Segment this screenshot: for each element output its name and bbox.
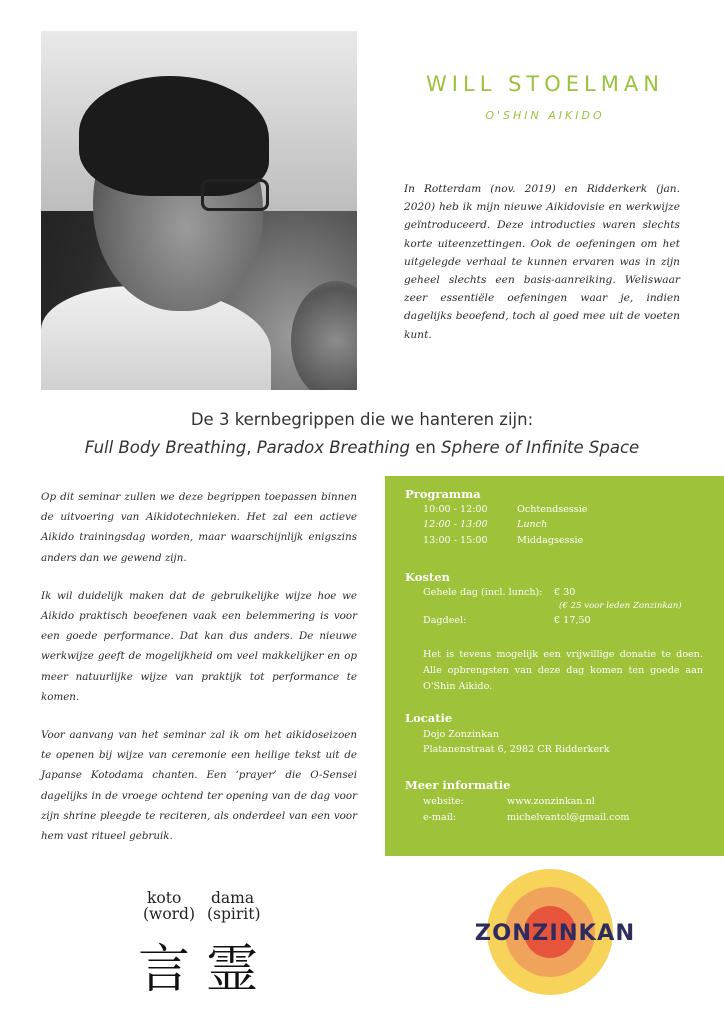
portrait-photo xyxy=(41,31,357,390)
location-name: Dojo Zonzinkan xyxy=(423,729,499,740)
donation-text: Het is tevens mogelijk een vrijwillige donatie te doen. Alle opbrengsten van deze dag komen ten goede aan O'Shin Aikido. xyxy=(423,649,703,692)
speaker-name: WILL STOELMAN xyxy=(426,72,664,96)
schedule-time: 10:00 - 12:00 xyxy=(423,504,488,515)
website-link[interactable]: www.zonzinkan.nl xyxy=(507,796,595,807)
part-day-price: € 17,50 xyxy=(554,615,591,626)
term-paradox-breathing: Paradox Breathing xyxy=(256,438,411,457)
kosten-heading: Kosten xyxy=(405,570,450,584)
dama-translation: (spirit) xyxy=(207,905,261,923)
email-link[interactable]: michelvantol@gmail.com xyxy=(507,812,630,823)
website-label: website: xyxy=(423,796,464,807)
location-address: Platanenstraat 6, 2982 CR Ridderkerk xyxy=(423,744,610,755)
schedule-time: 13:00 - 15:00 xyxy=(423,535,488,546)
schedule-label: Middagsessie xyxy=(517,535,584,546)
dama-romaji: dama xyxy=(211,889,255,907)
locatie-heading: Locatie xyxy=(405,711,453,725)
full-day-price: € 30 xyxy=(554,587,576,598)
headline-line2 xyxy=(0,438,724,457)
schedule-label: Lunch xyxy=(517,519,548,530)
speaker-subtitle: O'SHIN AIKIDO xyxy=(485,109,605,122)
headline-line1: De 3 kernbegrippen die we hanteren zijn: xyxy=(190,410,534,429)
term-full-body-breathing: Full Body Breathing xyxy=(84,438,247,457)
intro-text: In Rotterdam (nov. 2019) en Ridderkerk (jan. 2020) heb ik mijn nieuwe Aikidovisie en werkwijze geïntroduceerd. Deze introducties waren slechts korte uiteenzettingen. Ook de oefeningen om het uitgelegde verhaal te kunnen ervaren was in zijn geheel slechts een basis-aanreiking. Weliswaar zeer essentiële oefeningen waar je, indien dagelijks beoefend, toch al goed mee uit de voeten kunt. xyxy=(404,183,680,341)
schedule-label: Ochtendsessie xyxy=(517,504,588,515)
paragraph-performance: Ik wil duidelijk maken dat de gebruikelijke wijze hoe we Aikido praktisch beoefenen vaak een belemmering is voor een goede performance. Dat kan dus anders. De nieuwe werkwijze geeft de mogelijkheid om veel makkelijker en op meer natuurlijke wijze van praktijk tot performance te komen. xyxy=(41,589,357,703)
koto-translation: (word) xyxy=(143,905,196,923)
info-panel xyxy=(385,476,724,856)
headline-separator: en xyxy=(410,438,442,457)
logo-text: ZONZINKAN xyxy=(474,920,636,946)
body-text xyxy=(41,487,357,864)
programma-heading: Programma xyxy=(405,487,481,501)
kanji-dama: 霊 xyxy=(206,940,259,1000)
email-label: e-mail: xyxy=(423,812,457,823)
kanji-koto: 言 xyxy=(138,940,191,1000)
schedule-time: 12:00 - 13:00 xyxy=(423,519,488,530)
koto-romaji: koto xyxy=(147,889,182,907)
meer-info-heading: Meer informatie xyxy=(405,778,511,792)
full-day-label: Gehele dag (incl. lunch): xyxy=(423,587,543,598)
paragraph-ceremony: Voor aanvang van het seminar zal ik om het aikidoseizoen te openen bij wijze van ceremonie een heilige tekst uit de Japanse Kotodama chanten. Een ‘prayer’ die O-Sensei dagelijks in de vroege ochtend ter opening van de dag voor zijn shrine pleegde te reciteren, als onderdeel van een voor hem vast ritueel gebruik. xyxy=(41,729,357,843)
headline-separator: , xyxy=(246,438,257,457)
member-price-note: (€ 25 voor leden Zonzinkan) xyxy=(559,601,682,611)
paragraph-seminar: Op dit seminar zullen we deze begrippen toepassen binnen de uitvoering van Aikidotechnieken. Het zal een actieve Aikido trainingsdag worden, maar waarschijnlijk enigszins anders dan we gewend zijn. xyxy=(41,491,357,564)
term-sphere-of-infinite-space: Sphere of Infinite Space xyxy=(441,438,640,457)
part-day-label: Dagdeel: xyxy=(423,615,467,626)
